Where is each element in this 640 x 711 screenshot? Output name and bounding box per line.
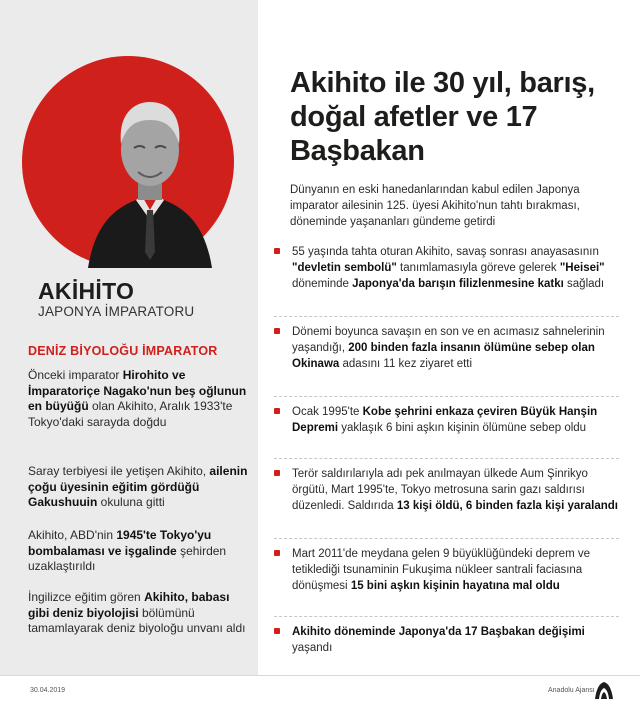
timeline-item-text [292,546,619,594]
divider [274,396,619,397]
timeline-item [274,466,619,514]
body-text: Terör saldırılarıyla adı pek anılmayan ülkede Aum Şinrikyo örgütü, Mart 1995'te, Tokyo metrosuna sarin gazı saldırısı düzenledi. Saldırıda [292,468,588,512]
emperor-portrait [88,92,212,268]
divider [274,316,619,317]
timeline-item-text [292,624,619,656]
person-title: JAPONYA İMPARATORU [38,304,195,319]
emphasis-text: 15 bini aşkın kişinin hayatına mal oldu [350,580,560,592]
body-text: Önceki imparator [28,368,123,382]
bio-paragraph [28,590,250,637]
emphasis-text: Kobe şehrini enkaza çeviren Büyük Hanşin Depremi [292,406,598,434]
footer-date: 30.04.2019 [30,687,66,694]
timeline-item [274,324,619,372]
emphasis-text: "devletin sembolü" [292,262,397,274]
body-text: okuluna gitti [97,495,165,509]
body-text: Dönemi boyunca savaşın en son ve en acımasız sahnelerinin yaşandığı, [292,326,605,354]
bio-paragraph [28,464,250,511]
body-text: bölümünü tamamlayarak deniz biyoloğu unvanı aldı [28,605,246,635]
emphasis-text: 200 binden fazla insanın ölümüne sebep olan Okinawa [292,342,595,370]
divider [274,538,619,539]
body-text: şehirden uzaklaştırıldı [28,543,227,573]
bio-paragraph [28,368,250,430]
emphasis-text: ailenin çoğu üyesinin eğitim gördüğü Gakushuuin [28,464,248,509]
emphasis-text: Akihito döneminde Japonya'da 17 Başbakan değişimi [292,626,585,638]
body-text: Ocak 1995'te [292,406,363,418]
body-text: yaşandı [292,642,333,654]
body-text: olan Akihito, Aralık 1933'te Tokyo'daki sarayda doğdu [28,399,233,429]
emphasis-text: 1945'te Tokyo'yu bombalaması ve işgalinde [28,528,212,558]
section-heading: DENİZ BİYOLOĞU İMPARATOR [28,344,218,358]
bio-paragraph [28,528,250,575]
footer-agency: Anadolu Ajansı [548,687,595,694]
body-text: 55 yaşında tahta oturan Akihito, savaş sonrası anayasasının [292,246,599,258]
emphasis-text: "Heisei" [559,262,605,274]
divider [274,616,619,617]
person-name: AKİHİTO [38,278,135,304]
timeline-item-text [292,404,619,436]
divider [274,458,619,459]
emphasis-text: 13 kişi öldü, 6 binden fazla kişi yaralandı [396,500,618,512]
intro-text: Dünyanın en eski hanedanlarından kabul edilen Japonya imparator ailesinin 125. üyesi Akihito'nun tahtı bırakması, döneminde yaşananları gündeme getirdi [290,184,580,228]
red-square-bullet-icon [274,408,280,414]
timeline-item [274,244,619,292]
headline: Akihito ile 30 yıl, barış, doğal afetler ve 17 Başbakan [290,67,595,167]
body-text: tanımlamasıyla göreve gelerek [396,262,560,274]
red-square-bullet-icon [274,470,280,476]
timeline-item [274,404,619,436]
timeline-item [274,624,619,656]
body-text: İngilizce eğitim gören [28,590,145,604]
body-text: Saray terbiyesi ile yetişen Akihito, [28,464,210,478]
emphasis-text: Akihito, babası gibi deniz biyolojisi [28,590,230,620]
footer-divider [0,675,640,676]
body-text: Akihito, ABD'nin [28,528,117,542]
red-square-bullet-icon [274,328,280,334]
red-square-bullet-icon [274,628,280,634]
anadolu-agency-logo-icon [593,680,615,700]
body-text: sağladı [563,278,605,290]
timeline-item-text [292,324,619,372]
body-text: Mart 2011'de meydana gelen 9 büyüklüğündeki deprem ve tetiklediği tsunaminin Fukuşima nükleer santrali faciasına dönüşmesi [292,548,590,592]
body-text: döneminde [292,278,353,290]
body-text: adasını 11 kez ziyaret etti [339,358,473,370]
body-text: yaklaşık 6 bini aşkın kişinin ölümüne sebep oldu [338,422,587,434]
emphasis-text: Japonya'da barışın filizlenmesine katkı [352,278,564,290]
timeline-item [274,546,619,594]
timeline-item-text [292,466,619,514]
red-square-bullet-icon [274,550,280,556]
timeline-item-text [292,244,619,292]
emphasis-text: Hirohito ve İmparatoriçe Nagako'nun beş oğlunun en büyüğü [28,368,247,413]
red-square-bullet-icon [274,248,280,254]
